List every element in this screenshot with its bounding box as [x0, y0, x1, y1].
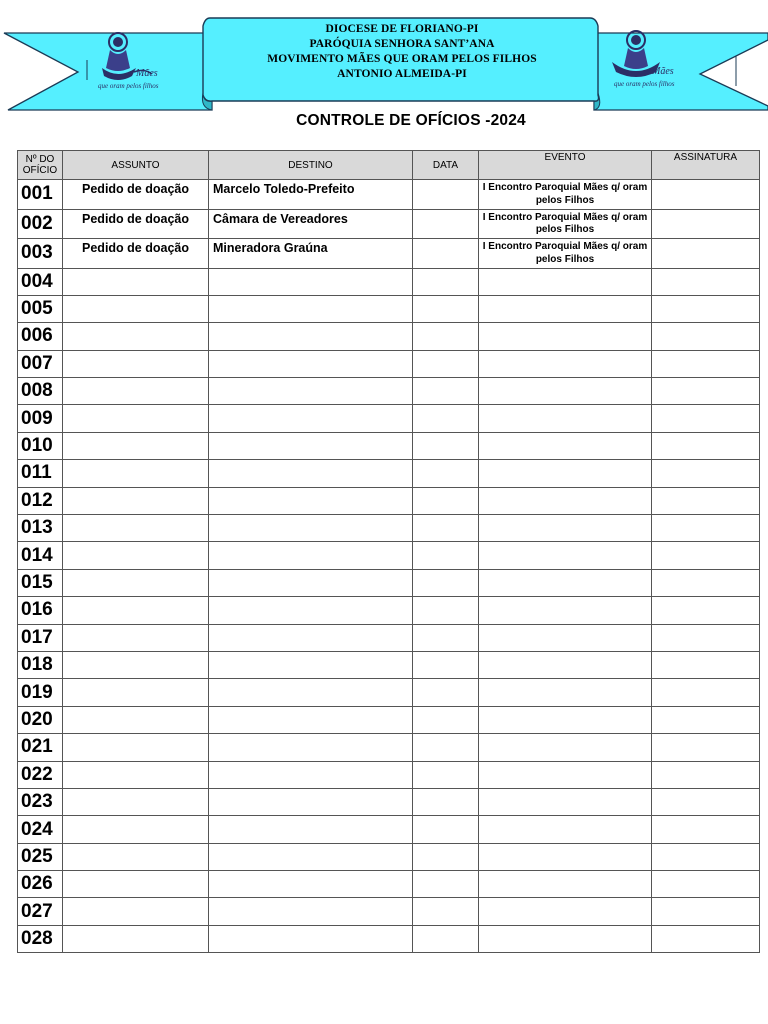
- date-cell: [413, 209, 479, 239]
- date-cell: [413, 432, 479, 459]
- header-data: DATA: [413, 151, 479, 180]
- event-cell: [479, 816, 652, 843]
- event-cell: [479, 651, 652, 678]
- date-cell: [413, 624, 479, 651]
- recipient-cell: [209, 679, 413, 706]
- recipient-cell: [209, 788, 413, 815]
- subject-cell: [63, 788, 209, 815]
- table-row: [18, 843, 760, 870]
- event-cell: [479, 898, 652, 925]
- signature-cell: [652, 460, 760, 487]
- subject-cell: [63, 761, 209, 788]
- subject-cell: [63, 624, 209, 651]
- movement-logo-right: [606, 28, 676, 98]
- subject-cell: [63, 350, 209, 377]
- date-cell: [413, 816, 479, 843]
- subject-cell: [63, 679, 209, 706]
- recipient-cell: [209, 624, 413, 651]
- office-number-cell: 005: [18, 295, 63, 322]
- recipient-cell: [209, 542, 413, 569]
- recipient-cell: [209, 569, 413, 596]
- office-number-cell: 024: [18, 816, 63, 843]
- table-header-row: [18, 151, 760, 180]
- recipient-cell: [209, 487, 413, 514]
- subject-cell: [63, 542, 209, 569]
- date-cell: [413, 679, 479, 706]
- signature-cell: [652, 209, 760, 239]
- subject-cell: Pedido de doação: [63, 180, 209, 210]
- recipient-cell: [209, 925, 413, 952]
- office-number-cell: 008: [18, 378, 63, 405]
- logo-caption: que oram pelos filhos: [614, 80, 675, 88]
- parish-line: PARÓQUIA SENHORA SANT’ANA: [309, 38, 495, 50]
- signature-cell: [652, 542, 760, 569]
- event-cell: [479, 323, 652, 350]
- date-cell: [413, 323, 479, 350]
- diocese-line: DIOCESE DE FLORIANO-PI: [325, 23, 479, 35]
- office-number-cell: 002: [18, 209, 63, 239]
- office-number-cell: 007: [18, 350, 63, 377]
- office-number-cell: 001: [18, 180, 63, 210]
- event-cell: [479, 871, 652, 898]
- office-number-cell: 011: [18, 460, 63, 487]
- movement-logo-left: [92, 28, 162, 98]
- signature-cell: [652, 515, 760, 542]
- office-number-cell: 021: [18, 734, 63, 761]
- signature-cell: [652, 239, 760, 269]
- event-cell: [479, 542, 652, 569]
- signature-cell: [652, 597, 760, 624]
- table-row: [18, 239, 760, 269]
- signature-cell: [652, 378, 760, 405]
- recipient-cell: [209, 816, 413, 843]
- office-number-cell: 016: [18, 597, 63, 624]
- office-number-cell: 003: [18, 239, 63, 269]
- date-cell: [413, 788, 479, 815]
- office-number-cell: 010: [18, 432, 63, 459]
- table-row: [18, 597, 760, 624]
- signature-cell: [652, 925, 760, 952]
- signature-cell: [652, 761, 760, 788]
- recipient-cell: [209, 843, 413, 870]
- office-number-cell: 015: [18, 569, 63, 596]
- header-numero: Nº DO OFÍCIO: [18, 151, 63, 180]
- table-row: [18, 925, 760, 952]
- event-cell: [479, 925, 652, 952]
- subject-cell: [63, 268, 209, 295]
- table-row: [18, 295, 760, 322]
- signature-cell: [652, 487, 760, 514]
- signature-cell: [652, 816, 760, 843]
- document-title: CONTROLE DE OFÍCIOS -2024: [296, 112, 526, 129]
- table-row: [18, 378, 760, 405]
- recipient-cell: [209, 706, 413, 733]
- city-line: ANTONIO ALMEIDA-PI: [337, 68, 467, 80]
- recipient-cell: Câmara de Vereadores: [209, 209, 413, 239]
- recipient-cell: [209, 597, 413, 624]
- signature-cell: [652, 898, 760, 925]
- recipient-cell: [209, 268, 413, 295]
- table-row: [18, 460, 760, 487]
- signature-cell: [652, 268, 760, 295]
- recipient-cell: [209, 295, 413, 322]
- date-cell: [413, 350, 479, 377]
- event-cell: I Encontro Paroquial Mães q/ oram pelos Filhos: [479, 239, 652, 269]
- subject-cell: [63, 569, 209, 596]
- offices-control-table: [17, 150, 760, 953]
- recipient-cell: [209, 378, 413, 405]
- table-row: [18, 268, 760, 295]
- recipient-cell: [209, 898, 413, 925]
- event-cell: [479, 734, 652, 761]
- subject-cell: [63, 487, 209, 514]
- event-cell: [479, 487, 652, 514]
- table-row: [18, 323, 760, 350]
- table-row: [18, 651, 760, 678]
- table-row: [18, 898, 760, 925]
- signature-cell: [652, 871, 760, 898]
- office-number-cell: 013: [18, 515, 63, 542]
- subject-cell: [63, 925, 209, 952]
- recipient-cell: [209, 460, 413, 487]
- table-row: [18, 734, 760, 761]
- event-cell: [479, 597, 652, 624]
- office-number-cell: 017: [18, 624, 63, 651]
- subject-cell: [63, 651, 209, 678]
- office-number-cell: 018: [18, 651, 63, 678]
- table-row: [18, 679, 760, 706]
- table-row: [18, 432, 760, 459]
- signature-cell: [652, 569, 760, 596]
- table-row: [18, 180, 760, 210]
- table-row: [18, 624, 760, 651]
- signature-cell: [652, 706, 760, 733]
- signature-cell: [652, 651, 760, 678]
- signature-cell: [652, 180, 760, 210]
- recipient-cell: Marcelo Toledo-Prefeito: [209, 180, 413, 210]
- table-row: [18, 871, 760, 898]
- office-number-cell: 023: [18, 788, 63, 815]
- event-cell: [479, 761, 652, 788]
- event-cell: I Encontro Paroquial Mães q/ oram pelos Filhos: [479, 180, 652, 210]
- date-cell: [413, 706, 479, 733]
- recipient-cell: [209, 405, 413, 432]
- event-cell: [479, 268, 652, 295]
- signature-cell: [652, 323, 760, 350]
- subject-cell: [63, 405, 209, 432]
- recipient-cell: [209, 323, 413, 350]
- subject-cell: [63, 378, 209, 405]
- office-number-cell: 025: [18, 843, 63, 870]
- movement-line: MOVIMENTO MÃES QUE ORAM PELOS FILHOS: [267, 53, 537, 65]
- subject-cell: [63, 323, 209, 350]
- event-cell: I Encontro Paroquial Mães q/ oram pelos Filhos: [479, 209, 652, 239]
- event-cell: [479, 405, 652, 432]
- date-cell: [413, 239, 479, 269]
- event-cell: [479, 624, 652, 651]
- subject-cell: [63, 706, 209, 733]
- recipient-cell: [209, 432, 413, 459]
- table-row: [18, 209, 760, 239]
- event-cell: [479, 843, 652, 870]
- table-row: [18, 788, 760, 815]
- date-cell: [413, 268, 479, 295]
- signature-cell: [652, 679, 760, 706]
- event-cell: [479, 432, 652, 459]
- table-row: [18, 487, 760, 514]
- recipient-cell: [209, 515, 413, 542]
- subject-cell: [63, 898, 209, 925]
- date-cell: [413, 487, 479, 514]
- office-number-cell: 028: [18, 925, 63, 952]
- date-cell: [413, 871, 479, 898]
- date-cell: [413, 515, 479, 542]
- signature-cell: [652, 295, 760, 322]
- signature-cell: [652, 350, 760, 377]
- event-cell: [479, 569, 652, 596]
- date-cell: [413, 597, 479, 624]
- signature-cell: [652, 432, 760, 459]
- table-body: [18, 180, 760, 953]
- recipient-cell: [209, 350, 413, 377]
- table-row: [18, 569, 760, 596]
- table-row: [18, 350, 760, 377]
- subject-cell: [63, 734, 209, 761]
- event-cell: [479, 706, 652, 733]
- subject-cell: [63, 432, 209, 459]
- table-row: [18, 816, 760, 843]
- date-cell: [413, 542, 479, 569]
- office-number-cell: 006: [18, 323, 63, 350]
- recipient-cell: [209, 871, 413, 898]
- date-cell: [413, 295, 479, 322]
- subject-cell: [63, 460, 209, 487]
- subject-cell: [63, 843, 209, 870]
- signature-cell: [652, 843, 760, 870]
- date-cell: [413, 898, 479, 925]
- event-cell: [479, 515, 652, 542]
- office-number-cell: 026: [18, 871, 63, 898]
- event-cell: [479, 350, 652, 377]
- date-cell: [413, 843, 479, 870]
- recipient-cell: [209, 651, 413, 678]
- subject-cell: [63, 295, 209, 322]
- date-cell: [413, 378, 479, 405]
- header-assinatura: ASSINATURA: [652, 151, 760, 180]
- date-cell: [413, 569, 479, 596]
- table-row: [18, 761, 760, 788]
- recipient-cell: [209, 761, 413, 788]
- signature-cell: [652, 624, 760, 651]
- office-number-cell: 022: [18, 761, 63, 788]
- date-cell: [413, 405, 479, 432]
- subject-cell: [63, 597, 209, 624]
- header-destino: DESTINO: [209, 151, 413, 180]
- date-cell: [413, 460, 479, 487]
- header-assunto: ASSUNTO: [63, 151, 209, 180]
- office-number-cell: 027: [18, 898, 63, 925]
- banner-heading: [206, 22, 598, 82]
- subject-cell: Pedido de doação: [63, 239, 209, 269]
- office-number-cell: 014: [18, 542, 63, 569]
- subject-cell: [63, 871, 209, 898]
- subject-cell: Pedido de doação: [63, 209, 209, 239]
- table-row: [18, 405, 760, 432]
- event-cell: [479, 295, 652, 322]
- table-row: [18, 706, 760, 733]
- event-cell: [479, 460, 652, 487]
- signature-cell: [652, 734, 760, 761]
- table-row: [18, 542, 760, 569]
- office-number-cell: 009: [18, 405, 63, 432]
- header-evento: EVENTO: [479, 151, 652, 180]
- event-cell: [479, 679, 652, 706]
- header-banner: [0, 0, 768, 115]
- logo-word: Mães: [652, 66, 674, 77]
- office-number-cell: 004: [18, 268, 63, 295]
- office-number-cell: 020: [18, 706, 63, 733]
- signature-cell: [652, 405, 760, 432]
- date-cell: [413, 925, 479, 952]
- date-cell: [413, 734, 479, 761]
- date-cell: [413, 651, 479, 678]
- event-cell: [479, 788, 652, 815]
- subject-cell: [63, 515, 209, 542]
- signature-cell: [652, 788, 760, 815]
- office-number-cell: 012: [18, 487, 63, 514]
- event-cell: [479, 378, 652, 405]
- table-row: [18, 515, 760, 542]
- recipient-cell: Mineradora Graúna: [209, 239, 413, 269]
- date-cell: [413, 761, 479, 788]
- office-number-cell: 019: [18, 679, 63, 706]
- date-cell: [413, 180, 479, 210]
- subject-cell: [63, 816, 209, 843]
- logo-caption: que oram pelos filhos: [98, 82, 159, 90]
- logo-word: Mães: [136, 68, 158, 79]
- recipient-cell: [209, 734, 413, 761]
